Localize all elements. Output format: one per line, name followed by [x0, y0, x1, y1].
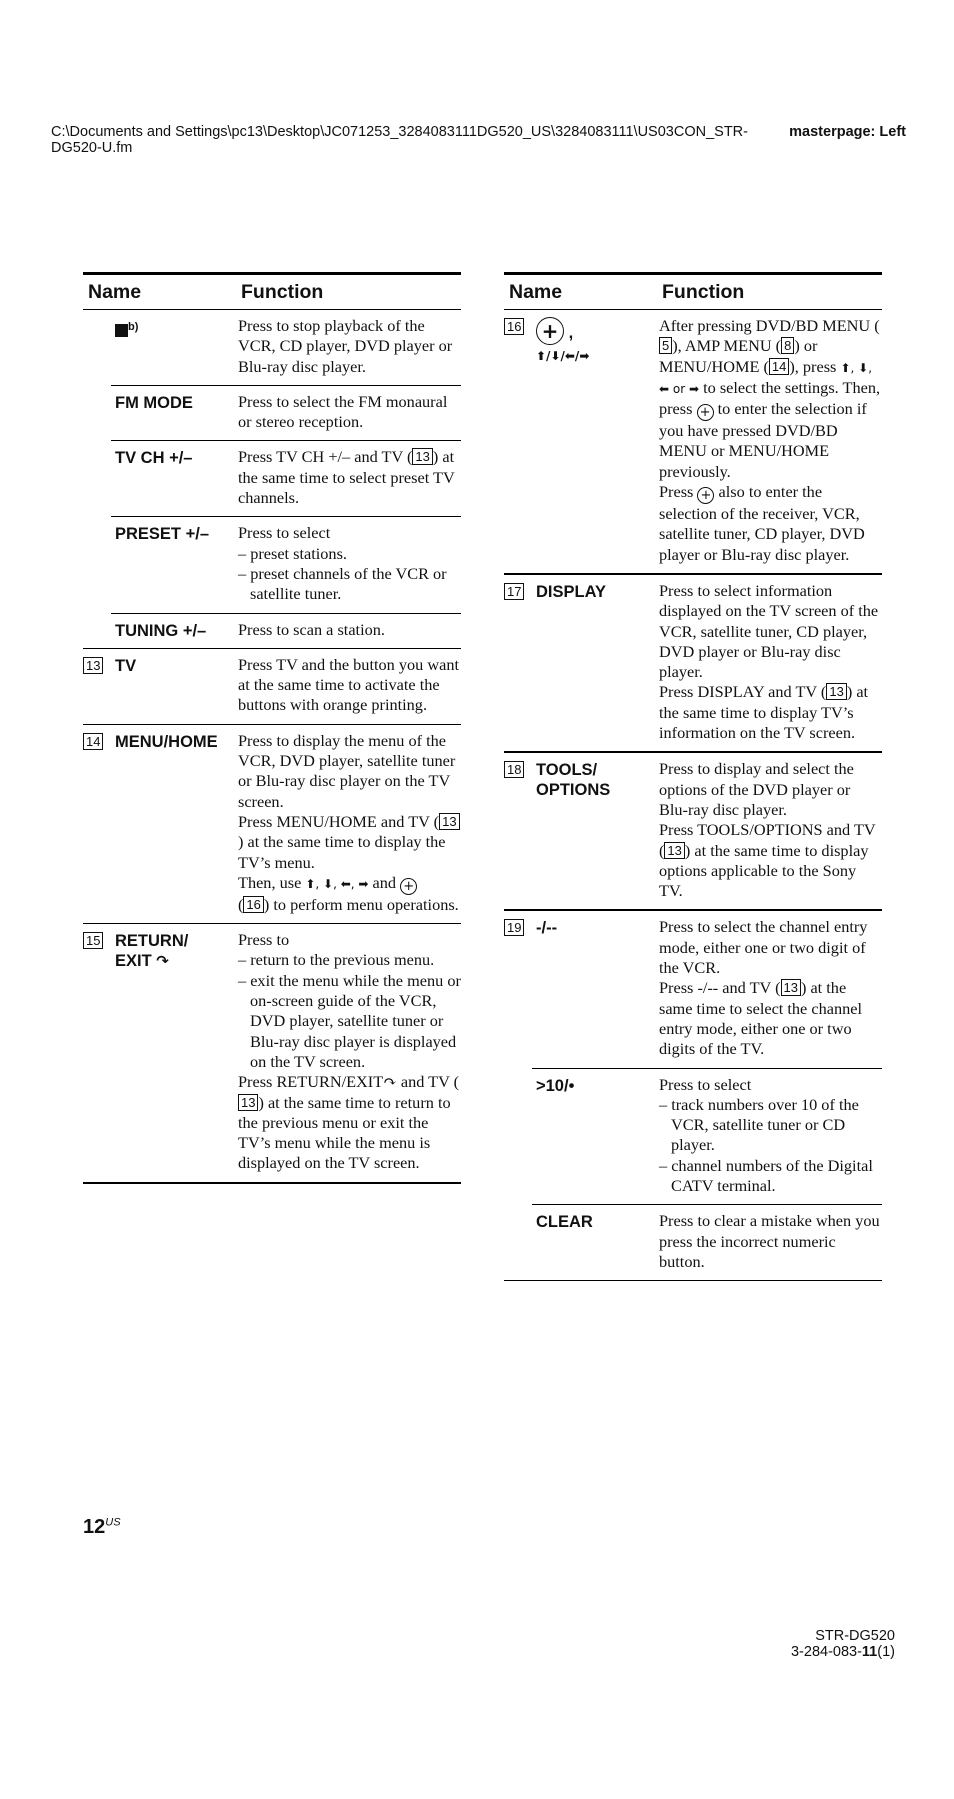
name-tools: TOOLS/ OPTIONS — [536, 761, 611, 800]
table-header — [83, 272, 461, 310]
header-name: Name — [509, 280, 563, 303]
fn-tools: Press to display and select the options of the DVD player or Blu-ray disc player. Press TOOLS/OPTIONS and TV ( 13 ) at the same time to display options applicable to the Sony TV. — [659, 759, 876, 901]
return-arrow-icon: ↷ — [383, 1072, 397, 1092]
enter-circle-plus-icon: + — [400, 878, 417, 895]
right-table — [504, 272, 882, 1281]
arrow-icons: ⬆, ⬇, ⬅ or ➡ — [659, 360, 873, 396]
stop-sup: b) — [128, 321, 139, 333]
page-number: $12^{US}$ — [83, 1516, 121, 1538]
row-menu-home — [83, 725, 461, 924]
fn-dash: Press to select the channel entry mode, either one or two digit of the VCR. Press -/-- and TV ( 13 ) at the same time to select the channel entry mode, either one or two digits of the TV. — [659, 917, 868, 1059]
row-tv-ch — [111, 441, 461, 517]
enter-circle-plus-icon: + — [697, 404, 714, 421]
name-fm-mode: FM MODE — [115, 393, 193, 412]
header-function: Function — [241, 280, 324, 303]
fn-tv-ch: Press TV CH +/– and TV ( 13 ) at the same time to select preset TV channels. — [238, 447, 455, 508]
row-tools — [504, 753, 882, 911]
row-tv — [83, 649, 461, 725]
fn-display: Press to select information displayed on the TV screen of the VCR, satellite tuner, CD player, DVD player or Blu-ray disc player. Press DISPLAY and TV ( 13 ) at the same time to display TV’s information on the TV screen. — [659, 580, 879, 743]
num-19: 19 — [504, 919, 524, 936]
name-enter: + , ⬆/⬇/⬅/➡ — [536, 319, 590, 363]
row-display — [504, 575, 882, 753]
document-path: C:\Documents and Settings\pc13\Desktop\JC071253_3284083111DG520_US\3284083111\US03CON_STR-DG520-U.fm — [51, 124, 748, 156]
row-dash — [507, 911, 882, 1068]
fn-tv: Press TV and the button you want at the same time to activate the buttons with orange printing. — [238, 654, 459, 715]
row-tuning — [83, 614, 461, 649]
num-15: 15 — [83, 932, 103, 949]
row-clear — [504, 1205, 882, 1281]
name-preset: PRESET +/– — [115, 525, 209, 544]
stop-square-icon — [115, 324, 128, 337]
name-dash: -/-- — [536, 919, 558, 938]
num-16: 16 — [504, 318, 524, 335]
arrow-icons: ⬆, ⬇, ⬅, ➡ — [305, 876, 369, 891]
fn-stop: Press to stop playback of the VCR, CD player, DVD player or Blu-ray disc player. — [238, 316, 453, 376]
name-clear: CLEAR — [536, 1213, 593, 1232]
row-preset — [111, 517, 461, 613]
num-14: 14 — [83, 733, 103, 750]
return-arrow-icon: ↷ — [156, 953, 169, 971]
num-13: 13 — [83, 657, 103, 674]
fn-preset: Press to select – preset stations. – preset channels of the VCR or satellite tuner. — [238, 523, 447, 604]
ref-13: 13 — [412, 448, 432, 465]
header-name: Name — [88, 280, 142, 303]
masterpage-label: masterpage: Left — [789, 124, 906, 140]
row-stop — [111, 310, 461, 386]
name-display: DISPLAY — [536, 582, 606, 601]
model-code: 3-284-083-11(1) — [790, 1644, 895, 1660]
name-ten: >10/• — [536, 1076, 575, 1095]
fn-ten: Press to select – track numbers over 10 of the VCR, satellite tuner or CD player. – channel numbers of the Digital CATV terminal. — [659, 1074, 873, 1195]
row-return-exit — [83, 924, 461, 1184]
footer-model — [791, 1628, 895, 1660]
table-header — [504, 272, 882, 310]
name-return-exit: RETURN/ EXIT ↷ — [115, 932, 189, 971]
fn-tuning: Press to scan a station. — [238, 619, 385, 639]
left-table — [83, 272, 461, 1184]
enter-circle-plus-icon: + — [697, 487, 714, 504]
name-tuning: TUNING +/– — [115, 621, 207, 640]
fn-clear: Press to clear a mistake when you press the incorrect numeric button. — [659, 1211, 880, 1271]
num-17: 17 — [504, 583, 524, 600]
header-function: Function — [662, 280, 745, 303]
name-tv: TV — [115, 656, 137, 675]
num-18: 18 — [504, 761, 524, 778]
enter-circle-plus-icon: + — [536, 317, 564, 345]
arrow-icons: ⬆/⬇/⬅/➡ — [536, 349, 590, 363]
row-ten — [532, 1069, 882, 1206]
fn-return-exit: Press to – return to the previous menu. – exit the menu while the menu or on-screen guide of the VCR, DVD player, satellite tuner or Blu-ray disc player is displayed on the TV screen. Press RETURN/EXIT↷ and TV (13 ) at the same time to return to the previous menu or exit the TV’s menu while the menu is displayed on the TV screen. — [238, 930, 461, 1173]
model-name: STR-DG520 — [815, 1628, 895, 1644]
fn-menu-home: Press to display the menu of the VCR, DVD player, satellite tuner or Blu-ray disc player on the TV screen. Press MENU/HOME and TV ( 13) at the same time to display the TV’s menu. Then, use ⬆, ⬇, ⬅, ➡ and + ( 16 ) to perform menu operations. — [238, 730, 459, 914]
fn-fm-mode: Press to select the FM monaural or stereo reception. — [238, 391, 448, 432]
name-menu-home: MENU/HOME — [115, 732, 218, 751]
row-enter — [504, 310, 882, 575]
row-fm-mode — [111, 386, 461, 442]
name-tv-ch: TV CH +/– — [115, 449, 193, 468]
fn-enter: After pressing DVD/BD MENU (5 ), AMP MENU ( 8 ) or MENU/HOME ( 14 ), press ⬆, ⬇, ⬅ or ➡ to select the settings. Then, press + to enter the selection if you have pressed DVD/BD MENU or MENU/HOME previously. Press + also to enter the selection of the receiver, VCR, satellite tuner, CD player, DVD player or Blu-ray disc player. — [659, 316, 881, 564]
